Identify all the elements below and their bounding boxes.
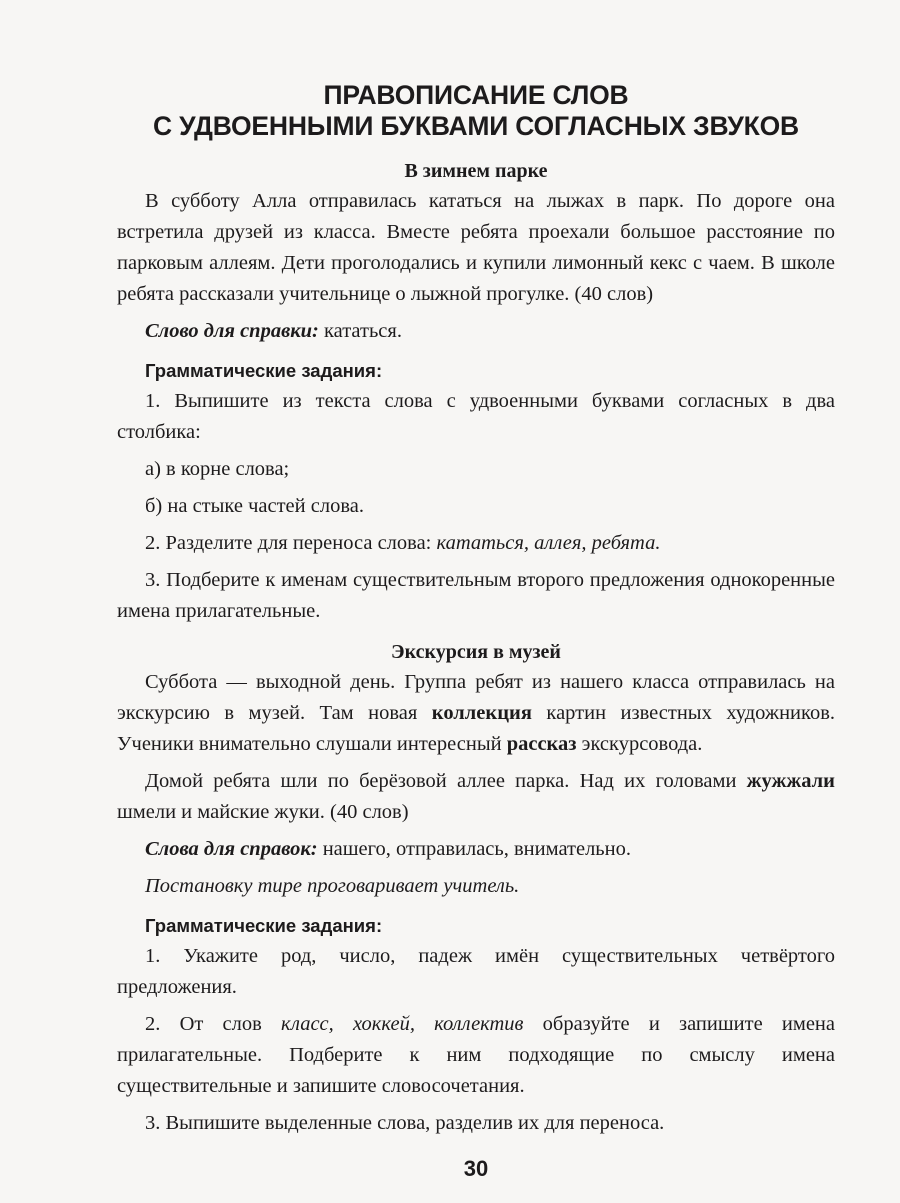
ref-label: Слова для справок:: [145, 838, 318, 860]
text1-heading: В зимнем парке: [404, 160, 548, 182]
title-line: С УДВОЕННЫМИ БУКВАМИ СОГЛАСНЫХ ЗВУКОВ: [153, 111, 799, 141]
task-1: 1. Выпишите из текста слова с удвоенными буквами согласных в два столбика:: [117, 390, 835, 443]
text2-paragraph-1: [117, 667, 835, 760]
text1-tasks-heading: Грамматические задания:: [145, 360, 383, 381]
task-3: 3. Выпишите выделенные слова, разделив их для переноса.: [145, 1112, 665, 1134]
text1-reference: [117, 316, 835, 347]
text2-reference: [117, 834, 835, 865]
task-words: класс, хоккей, коллектив: [281, 1013, 524, 1035]
note-text: Постановку тире проговаривает учитель.: [145, 875, 520, 897]
t: Суббота — выходной день. Группа ребят из нашего класса отправилась на экскурсию в музей. Там новая: [117, 671, 835, 724]
t: шмели и майские жуки. (40 слов): [117, 801, 409, 823]
t: экскурсовода.: [576, 733, 703, 755]
task-3: 3. Подберите к именам существительным второго предложения однокоренные имена прилагательные.: [117, 569, 835, 622]
title-line: ПРАВОПИСАНИЕ СЛОВ: [323, 80, 629, 110]
t: 2. От слов: [145, 1013, 281, 1035]
text2-tasks-heading: Грамматические задания:: [145, 915, 383, 936]
page-title: [107, 80, 845, 142]
text1-body: В субботу Алла отправилась кататься на лыжах в парк. По дороге она встретила друзей из класса. Вместе ребята проехали большое расстояние по парковым аллеям. Дети проголодались и купили лимонный кекс с чаем. В школе ребята рассказали учительнице о лыжной прогулке. (40 слов): [117, 190, 835, 305]
teacher-note: [117, 871, 835, 902]
bold-word: жужжали: [746, 770, 835, 792]
task-2: [117, 1009, 835, 1102]
text2-paragraph-2: [117, 766, 835, 828]
bold-word: коллекция: [431, 702, 532, 724]
t: Домой ребята шли по берёзовой аллее парка. Над их головами: [145, 770, 747, 792]
task-text: 2. Разделите для переноса слова:: [145, 532, 437, 554]
task-words: кататься, аллея, ребята.: [436, 532, 661, 554]
ref-value: нашего, отправилась, внимательно.: [317, 838, 631, 860]
task-1: 1. Укажите род, число, падеж имён существительных четвёртого предложения.: [117, 945, 835, 998]
bold-word: рассказ: [506, 733, 577, 755]
task-1b: б) на стыке частей слова.: [145, 495, 364, 517]
t: картин известных художников. Ученики внимательно слушали интересный: [117, 702, 835, 755]
task-1a: а) в корне слова;: [145, 458, 290, 480]
ref-label: Слово для справки:: [145, 320, 319, 342]
task-2: [117, 528, 835, 559]
text2-heading: Экскурсия в музей: [391, 641, 561, 663]
ref-value: кататься.: [318, 320, 402, 342]
page-number: 30: [463, 1156, 489, 1181]
t: образуйте и запишите имена прилагательные. Подберите к ним подходящие по смыслу имена существительные и запишите словосочетания.: [117, 1013, 835, 1097]
